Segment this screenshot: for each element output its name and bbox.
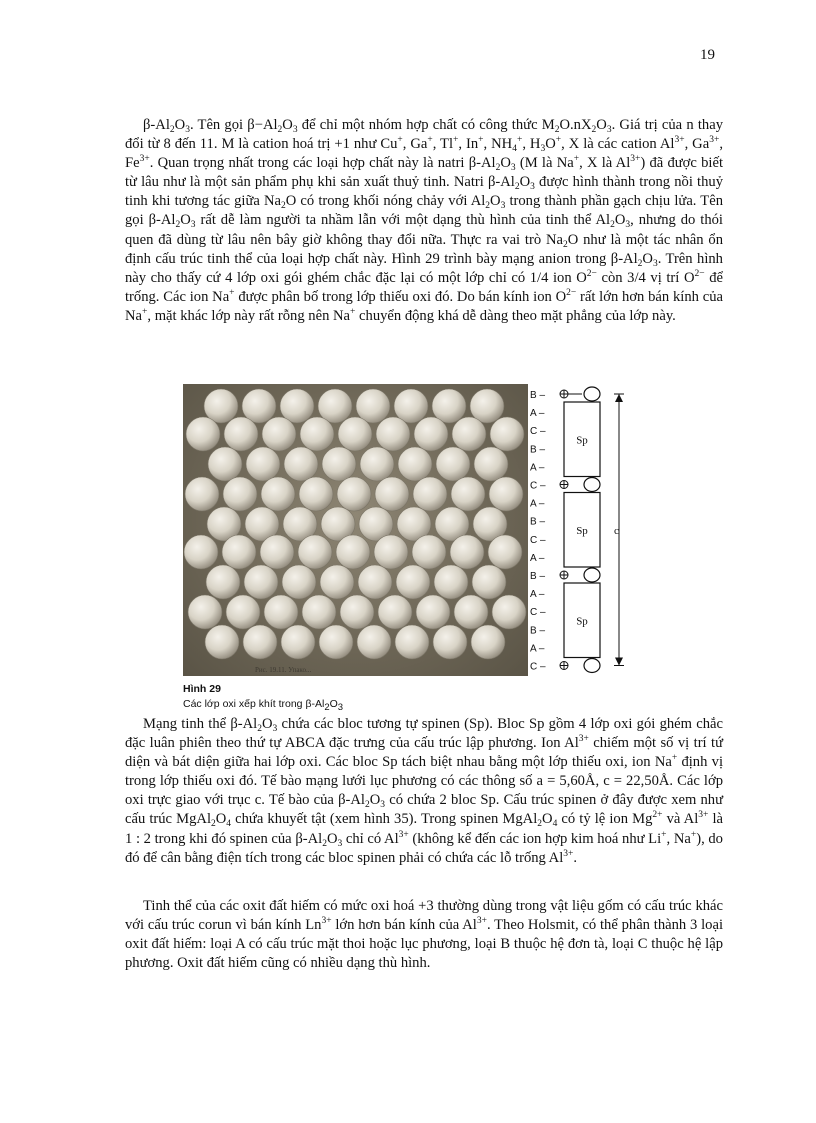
sphere <box>261 477 295 511</box>
sphere <box>299 477 333 511</box>
sphere <box>300 417 334 451</box>
sphere <box>188 595 222 629</box>
sphere <box>414 417 448 451</box>
packed-spheres-image <box>183 384 528 676</box>
sphere <box>472 565 506 599</box>
sphere <box>358 565 392 599</box>
c-axis-arrowhead-up <box>615 394 623 402</box>
sphere <box>184 535 218 569</box>
oxygen-vacancy-symbol <box>584 568 600 582</box>
paragraph-rare-earth-oxides: Tinh thể của các oxit đất hiếm có mức oxi hoá +3 thường dùng trong vật liệu gốm có cấu trúc khác với cấu trúc corun vì bán kính $Ln^{3+}$ lớn hơn bán kính của $Al^{3+}$. Theo Holsmit, có thể phân thành 3 loại oxit đất hiếm: loại A có cấu trúc mặt thoi hoặc lục phương, loại B thuộc hệ đơn tà, loại C thuộc hệ lập phương. Oxit đất hiếm cũng có nhiều dạng thù hình. <box>125 898 723 972</box>
paragraph-spinel-blocks: Mạng tinh thể $\beta-Al_2O_3$ chứa các bloc tương tự spinen (Sp). Bloc Sp gồm 4 lớp oxi gói ghém chắc đặc luân phiên theo thứ tự ABCA đặc trưng của cấu trúc lập phương. Ion $Al^{3+}$ chiếm một số vị trí tứ diện và bát diện giữa hai lớp oxi. Các bloc Sp tách biệt nhau bằng một lớp thiếu oxi, ion Na+ định vị trong lớp thiếu oxi đó. Tế bào mạng lưới lục phương có các thông số a = 5,60Å, c = 22,50Å. Các lớp oxi trực giao với trục c. Tế bào của $\beta-Al_2O_3$ có chứa 2 bloc Sp. Cấu trúc spinen ở đây được xem như cấu trúc $MgAl_2O_4$ chứa khuyết tật (xem hình 35). Trong spinen $MgAl_2O_4$ có tỷ lệ ion $Mg^{2+}$ và $Al^{3+}$ là 1 : 2 trong khi đó spinen của $\beta-Al_2O_3$ chỉ có $Al^{3+}$ (không kể đến các ion hợp kim hoá như Li+, Na+), do đó để cân bằng điện tích trong các bloc spinen phải có chứa các lỗ trống $Al^{3+}$. <box>125 716 724 866</box>
c-axis-label: c <box>614 524 619 537</box>
sphere <box>206 565 240 599</box>
sphere <box>222 535 256 569</box>
layer-letter: C – <box>530 607 546 619</box>
layer-stacking-diagram <box>522 380 632 680</box>
layer-letter: B – <box>530 516 546 528</box>
sphere <box>374 535 408 569</box>
sphere <box>246 447 280 481</box>
sphere <box>378 595 412 629</box>
c-axis-arrowhead-down <box>615 658 623 666</box>
sphere <box>208 447 242 481</box>
sphere <box>337 477 371 511</box>
sphere <box>492 595 526 629</box>
layer-letter: A – <box>530 643 545 655</box>
sphere <box>398 447 432 481</box>
sphere <box>298 535 332 569</box>
sphere <box>282 565 316 599</box>
sphere <box>436 447 470 481</box>
sphere <box>434 565 468 599</box>
sphere <box>281 625 315 659</box>
sphere <box>185 477 219 511</box>
spinel-block-label: Sp <box>576 434 588 447</box>
oxygen-layers-photo <box>183 384 528 676</box>
spinel-block-label: Sp <box>576 615 588 628</box>
layer-letter: A – <box>530 498 545 510</box>
sphere <box>186 417 220 451</box>
sphere <box>450 535 484 569</box>
sphere <box>413 477 447 511</box>
sphere <box>452 417 486 451</box>
sphere <box>490 417 524 451</box>
sphere <box>264 595 298 629</box>
sphere <box>489 477 523 511</box>
layer-letter: A – <box>530 462 545 474</box>
layer-letter: B – <box>530 444 546 456</box>
sphere <box>376 417 410 451</box>
photo-inscription: Рис. 19.11. Упако... <box>255 666 312 674</box>
layer-letter: C – <box>530 661 546 673</box>
sphere <box>396 565 430 599</box>
layer-letter: A – <box>530 408 545 420</box>
layer-letter: C – <box>530 534 546 546</box>
layer-letter: C – <box>530 480 546 492</box>
paragraph-intro: $\beta-Al_2O_3$. Tên gọi $\beta-Al_2O_3$ để chỉ một nhóm hợp chất có công thức $M_2O.nX_2O_3$. Giá trị của n thay đổi từ 8 đến 11. M là cation hoá trị +1 như Cu+, Ga+, Tl+, In+, $NH_4^+$, $H_3O^+$, X là các cation $Al^{3+}$, $Ga^{3+}$, $Fe^{3+}$. Quan trọng nhất trong các loại hợp chất này là natri $\beta-Al_2O_3$ (M là Na+, X là $Al^{3+}$) đã được biết từ lâu như là một sản phẩm phụ khi sản xuất thuỷ tinh. Natri $\beta-Al_2O_3$ được hình thành trong nồi thuỷ tinh khi tương tác giữa $Na_2O$ có trong khối nóng chảy với $Al_2O_3$ trong thành phần gạch chịu lửa. Tên gọi $\beta-Al_2O_3$ rất dễ làm người ta nhầm lẫn với một dạng thù hình của tinh thể $Al_2O_3$, nhưng do thói quen đã dùng từ lâu nên bây giờ không thay đổi nữa. Thực ra vai trò $Na_2O$ như là một tác nhân ổn định cấu trúc tinh thể của loại hợp chất này. Hình 29 trình bày mạng anion trong $\beta-Al_2O_3$. Trên hình này cho thấy cứ 4 lớp oxi gói ghém chắc đặc lại có một lớp chỉ có 1/4 ion $O^{2-}$ còn 3/4 vị trí $O^{2-}$ để trống. Các ion Na+ được phân bố trong lớp thiếu oxi đó. Do bán kính ion $O^{2-}$ rất lớn hơn bán kính của Na+, mặt khác lớp này rất rỗng nên Na+ chuyển động khá dễ dàng theo mặt phẳng của lớp này. <box>125 117 724 324</box>
sphere <box>336 535 370 569</box>
sphere <box>375 477 409 511</box>
sphere <box>223 477 257 511</box>
sphere <box>433 625 467 659</box>
sphere <box>205 625 239 659</box>
layer-letter: B – <box>530 625 546 637</box>
figure-caption-title: Hình 29 <box>183 683 221 695</box>
sphere <box>322 447 356 481</box>
sphere <box>284 447 318 481</box>
oxygen-vacancy-symbol <box>584 478 600 492</box>
sphere <box>320 565 354 599</box>
sphere <box>454 595 488 629</box>
sphere <box>262 417 296 451</box>
sphere <box>260 535 294 569</box>
layer-letter: B – <box>530 571 546 582</box>
spinel-block-label: Sp <box>576 524 588 537</box>
sphere <box>357 625 391 659</box>
oxygen-vacancy-symbol <box>584 387 600 401</box>
sphere <box>340 595 374 629</box>
sphere <box>224 417 258 451</box>
sphere <box>488 535 522 569</box>
sphere <box>338 417 372 451</box>
oxygen-vacancy-symbol <box>584 659 600 673</box>
figure-caption-text: Các lớp oxi xếp khít trong $\beta-Al_2O_3$ <box>183 698 344 713</box>
sphere <box>416 595 450 629</box>
sphere <box>451 477 485 511</box>
sphere <box>243 625 277 659</box>
page-number: 19 <box>700 47 715 63</box>
sphere <box>360 447 394 481</box>
sphere <box>471 625 505 659</box>
sphere <box>412 535 446 569</box>
layer-letter: A – <box>530 589 545 601</box>
layer-letter: A – <box>530 552 545 564</box>
layer-letter: B – <box>530 390 546 401</box>
sphere <box>474 447 508 481</box>
sphere <box>226 595 260 629</box>
sphere <box>244 565 278 599</box>
sphere <box>319 625 353 659</box>
sphere <box>395 625 429 659</box>
layer-letter: C – <box>530 426 546 438</box>
sphere <box>302 595 336 629</box>
